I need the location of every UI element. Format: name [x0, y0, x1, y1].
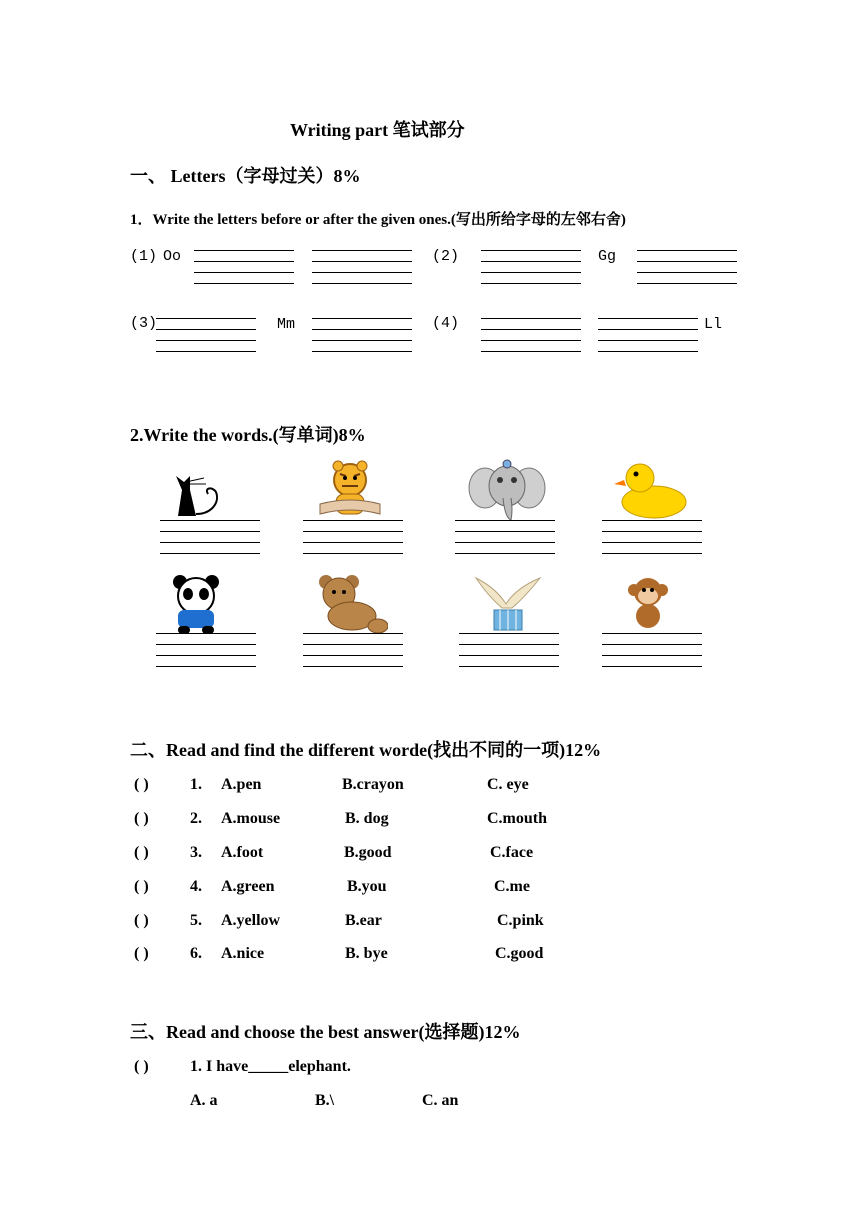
- writing-lines[interactable]: [312, 318, 412, 352]
- cat-icon: [160, 462, 244, 528]
- option-a: A.mouse: [221, 810, 281, 827]
- option-c: C.pink: [497, 912, 544, 929]
- writing-lines[interactable]: [455, 520, 555, 554]
- option-b: B. dog: [345, 810, 389, 827]
- option-b: B.you: [347, 878, 387, 895]
- writing-lines[interactable]: [303, 520, 403, 554]
- section-3-heading: 二、Read and find the different worde(找出不同的一项)12%: [130, 740, 602, 760]
- tiger-icon: [310, 458, 394, 524]
- bird-icon: [466, 570, 550, 636]
- question-number: 6.: [190, 945, 202, 962]
- option-c: C.face: [490, 844, 534, 861]
- given-letter: Oo: [163, 248, 182, 265]
- item-number: (1): [130, 248, 158, 265]
- option-c: C.mouth: [487, 810, 548, 827]
- option-b: B.good: [344, 844, 392, 861]
- question-number: 5.: [190, 912, 202, 929]
- answer-paren[interactable]: ( ): [134, 776, 149, 793]
- writing-lines[interactable]: [481, 250, 581, 284]
- writing-lines[interactable]: [312, 250, 412, 284]
- item-number: (2): [432, 248, 460, 265]
- given-letter: Ll: [704, 316, 723, 333]
- option-c: C. an: [422, 1092, 459, 1109]
- monkey-icon: [606, 572, 690, 638]
- answer-paren[interactable]: ( ): [134, 810, 149, 827]
- option-a: A.green: [221, 878, 275, 895]
- question-number: 3.: [190, 844, 202, 861]
- writing-lines[interactable]: [156, 633, 256, 667]
- option-a: A.yellow: [221, 912, 281, 929]
- option-a: A. a: [190, 1092, 218, 1109]
- option-c: C.me: [494, 878, 530, 895]
- option-a: A.foot: [221, 844, 264, 861]
- given-letter: Mm: [277, 316, 296, 333]
- writing-lines[interactable]: [303, 633, 403, 667]
- writing-lines[interactable]: [194, 250, 294, 284]
- panda-icon: [156, 572, 240, 638]
- option-c: C. eye: [487, 776, 529, 793]
- bear-icon: [304, 572, 388, 638]
- question-number: 2.: [190, 810, 202, 827]
- section-1-heading: 一、 Letters（字母过关）8%: [130, 166, 361, 186]
- writing-lines[interactable]: [602, 633, 702, 667]
- writing-lines[interactable]: [156, 318, 256, 352]
- writing-lines[interactable]: [602, 520, 702, 554]
- writing-lines[interactable]: [481, 318, 581, 352]
- page-title: Writing part 笔试部分: [290, 120, 465, 140]
- option-b: B.crayon: [342, 776, 404, 793]
- question-text: 1. I have_____elephant.: [190, 1058, 351, 1075]
- answer-paren[interactable]: ( ): [134, 945, 149, 962]
- question-number: 1.: [190, 776, 202, 793]
- item-number: (4): [432, 315, 460, 332]
- answer-paren[interactable]: ( ): [134, 1058, 149, 1075]
- elephant-icon: [465, 458, 549, 524]
- option-c: C.good: [495, 945, 544, 962]
- item-number: (3): [130, 315, 158, 332]
- option-b: B. bye: [345, 945, 388, 962]
- option-b: B.\: [315, 1092, 335, 1109]
- writing-lines[interactable]: [459, 633, 559, 667]
- question-1-instruction: 1．Write the letters before or after the given ones.(写出所给字母的左邻右舍): [130, 212, 626, 228]
- writing-lines[interactable]: [160, 520, 260, 554]
- given-letter: Gg: [598, 248, 617, 265]
- writing-lines[interactable]: [637, 250, 737, 284]
- duck-icon: [610, 458, 694, 524]
- answer-paren[interactable]: ( ): [134, 844, 149, 861]
- question-number: 4.: [190, 878, 202, 895]
- option-a: A.nice: [221, 945, 265, 962]
- option-a: A.pen: [221, 776, 262, 793]
- section-4-heading: 三、Read and choose the best answer(选择题)12%: [130, 1022, 521, 1042]
- section-2-heading: 2.Write the words.(写单词)8%: [130, 425, 366, 445]
- answer-paren[interactable]: ( ): [134, 878, 149, 895]
- option-b: B.ear: [345, 912, 382, 929]
- writing-lines[interactable]: [598, 318, 698, 352]
- answer-paren[interactable]: ( ): [134, 912, 149, 929]
